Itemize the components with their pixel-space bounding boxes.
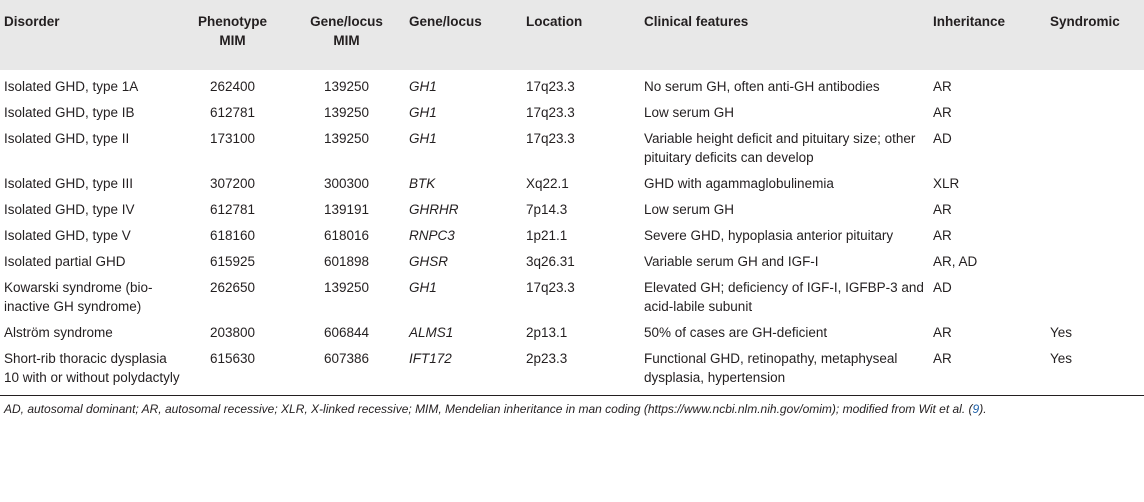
cell-inheritance: AD [933,131,952,146]
cell-inheritance: AR [933,351,952,366]
cell-inheritance: AR [933,228,952,243]
cell-gene-locus-mim: 139250 [323,131,370,146]
cell-gene-locus-mim: 606844 [323,325,370,340]
table-row [0,248,1144,274]
cell-clinical-features: Low serum GH [644,105,735,120]
cell-clinical-features: GHD with agammaglobulinemia [644,176,834,191]
cell-gene-locus-mim: 607386 [323,351,370,366]
header-inheritance: Inheritance [933,14,1006,29]
cell-disorder: Short-rib thoracic dysplasia 10 with or without polydactyly [4,351,180,385]
cell-location: 17q23.3 [526,280,575,295]
cell-syndromic [1050,99,1144,125]
cell-gene-locus-mim: 139250 [323,79,370,94]
header-phenotype-mim [181,0,284,70]
cell-phenotype-mim: 618160 [209,228,256,243]
table-row [0,170,1144,196]
cell-clinical-features: Variable serum GH and IGF-I [644,254,819,269]
table-row [0,222,1144,248]
cell-phenotype-mim: 612781 [209,105,256,120]
cell-phenotype-mim: 612781 [209,202,256,217]
cell-syndromic [1050,196,1144,222]
cell-disorder: Alström syndrome [4,325,113,340]
header-phenotype-mim-line2: MIM [219,33,246,48]
cell-syndromic: Yes [1050,325,1073,340]
cell-syndromic [1050,222,1144,248]
header-gene-locus: Gene/locus [409,14,482,29]
cell-gene-locus-mim: 139250 [323,280,370,295]
cell-location: 2p13.1 [526,325,568,340]
cell-gene-locus: GH1 [409,105,437,120]
cell-location: 2p23.3 [526,351,568,366]
cell-gene-locus: RNPC3 [409,228,455,243]
header-syndromic: Syndromic [1050,14,1120,29]
header-gene-locus-mim-line2: MIM [333,33,360,48]
cell-gene-locus: GH1 [409,280,437,295]
table-body [0,70,1144,395]
cell-syndromic [1050,248,1144,274]
table-row [0,274,1144,319]
cell-syndromic [1050,170,1144,196]
cell-gene-locus-mim: 601898 [323,254,370,269]
table-row [0,345,1144,395]
cell-syndromic: Yes [1050,351,1073,366]
cell-clinical-features: Functional GHD, retinopathy, metaphyseal dysplasia, hypertension [644,351,898,385]
cell-phenotype-mim: 615925 [209,254,256,269]
cell-inheritance: AR [933,79,952,94]
cell-clinical-features: 50% of cases are GH-deficient [644,325,828,340]
footnote-reference-link[interactable]: 9 [972,402,980,416]
cell-syndromic [1050,274,1144,319]
table-row [0,319,1144,345]
cell-clinical-features: Low serum GH [644,202,735,217]
cell-gene-locus: IFT172 [409,351,452,366]
cell-gene-locus: GH1 [409,79,437,94]
cell-inheritance: AR [933,325,952,340]
table-row [0,70,1144,99]
cell-inheritance: AR [933,105,952,120]
cell-clinical-features: Severe GHD, hypoplasia anterior pituitary [644,228,894,243]
cell-location: 17q23.3 [526,131,575,146]
table-row [0,196,1144,222]
cell-gene-locus: GHSR [409,254,449,269]
cell-phenotype-mim: 262400 [209,79,256,94]
cell-gene-locus: BTK [409,176,436,191]
cell-phenotype-mim: 173100 [209,131,256,146]
header-gene-locus-mim-line1: Gene/locus [310,14,383,29]
cell-inheritance: AD [933,280,952,295]
table-row [0,99,1144,125]
header-phenotype-mim-line1: Phenotype [197,14,267,29]
cell-clinical-features: Variable height deficit and pituitary size; other pituitary deficits can develop [644,131,916,165]
header-disorder: Disorder [4,14,60,29]
cell-phenotype-mim: 307200 [209,176,256,191]
cell-location: 1p21.1 [526,228,568,243]
header-gene-locus-mim [284,0,409,70]
cell-disorder: Isolated GHD, type III [4,176,134,191]
cell-clinical-features: No serum GH, often anti-GH antibodies [644,79,880,94]
footnote-text: AD, autosomal dominant; AR, autosomal recessive; XLR, X-linked recessive; MIM, Mendelian inheritance in man coding (https://www.ncbi.nlm.nih.gov/omim); modified from Wit et al. ( [4,402,973,416]
cell-syndromic [1050,125,1144,170]
cell-gene-locus: GH1 [409,131,437,146]
cell-inheritance: XLR [933,176,960,191]
footnote-suffix: ). [979,402,987,416]
cell-inheritance: AR, AD [933,254,978,269]
cell-gene-locus-mim: 139250 [323,105,370,120]
cell-disorder: Isolated GHD, type II [4,131,130,146]
cell-location: Xq22.1 [526,176,569,191]
cell-disorder: Isolated GHD, type IB [4,105,135,120]
cell-disorder: Isolated GHD, type IV [4,202,135,217]
cell-disorder: Kowarski syndrome (bio-inactive GH syndrome) [4,280,153,314]
cell-disorder: Isolated GHD, type 1A [4,79,139,94]
header-location: Location [526,14,583,29]
cell-disorder: Isolated GHD, type V [4,228,131,243]
cell-location: 17q23.3 [526,105,575,120]
cell-location: 17q23.3 [526,79,575,94]
cell-gene-locus-mim: 618016 [323,228,370,243]
table-footnote [0,395,1144,419]
table-header-row [0,0,1144,70]
cell-clinical-features: Elevated GH; deficiency of IGF-I, IGFBP-3 and acid-labile subunit [644,280,924,314]
cell-disorder: Isolated partial GHD [4,254,126,269]
cell-inheritance: AR [933,202,952,217]
header-clinical-features: Clinical features [644,14,749,29]
cell-location: 7p14.3 [526,202,568,217]
cell-phenotype-mim: 262650 [209,280,256,295]
cell-gene-locus: ALMS1 [409,325,454,340]
table-row [0,125,1144,170]
cell-location: 3q26.31 [526,254,575,269]
cell-syndromic [1050,70,1144,99]
cell-phenotype-mim: 203800 [209,325,256,340]
cell-gene-locus-mim: 300300 [323,176,370,191]
cell-gene-locus-mim: 139191 [323,202,370,217]
cell-phenotype-mim: 615630 [209,351,256,366]
cell-gene-locus: GHRHR [409,202,459,217]
